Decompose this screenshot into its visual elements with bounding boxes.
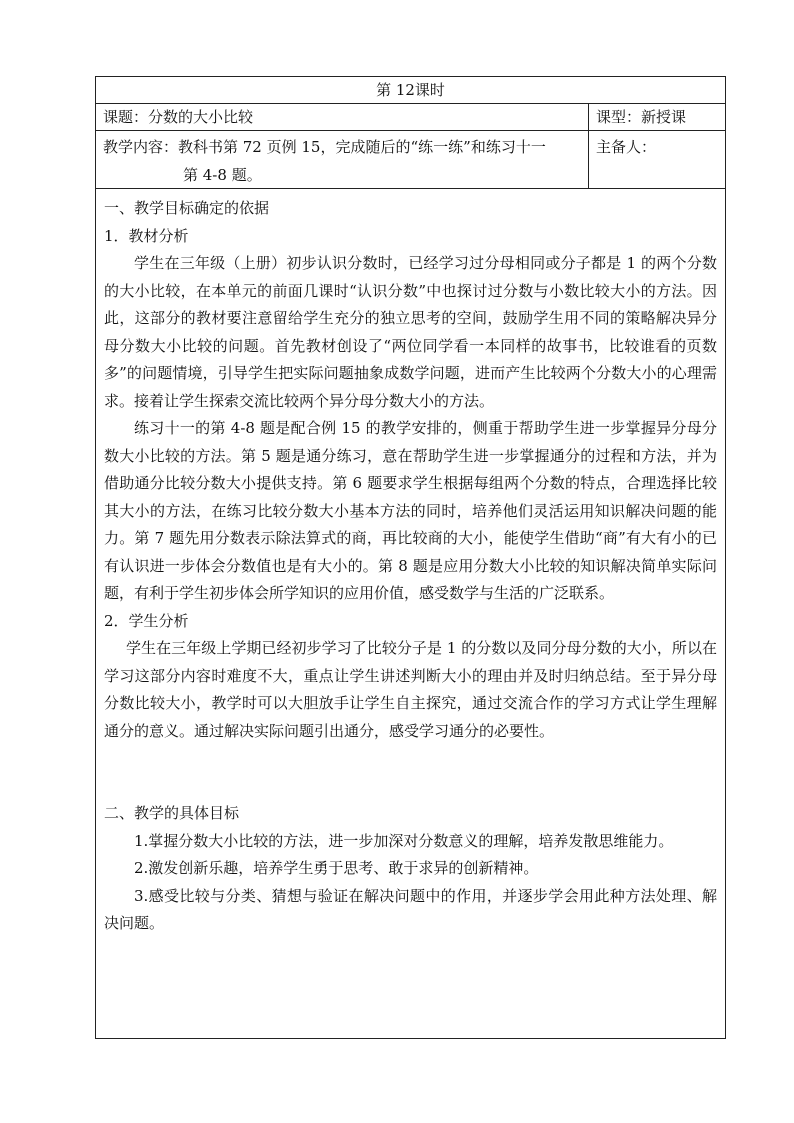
teaching-content-line1: 教学内容：教科书第 72 页例 15，完成随后的“练一练”和练习十一	[103, 138, 546, 156]
goal-item-1: 1.掌握分数大小比较的方法，进一步加深对分数意义的理解，培养发散思维能力。	[134, 831, 674, 850]
textbook-analysis-paragraph-1: 学生在三年级（上册）初步认识分数时，已经学习过分母相同或分子都是 1 的两个分数的大小比较，在本单元的前面几课时“认识分数”中也探讨过分数与小数比较大小的方法。因此，这部分的教材要注意留给学生充分的独立思考的空间，鼓励学生用不同的策略解决异分母分数大小比较的问题。首先教材创设了“两位同学看一本同样的故事书，比较谁看的页数多”的问题情境，引导学生把实际问题抽象成数学问题，进而产生比较两个分数大小的心理需求。接着让学生探索交流比较两个异分母分数大小的方法。	[104, 254, 717, 410]
content-row	[96, 131, 725, 189]
lesson-title: 第 12课时	[376, 81, 445, 99]
lesson-type-cell: 课型：新授课	[596, 108, 687, 126]
blank-space	[104, 745, 717, 800]
lesson-title-row	[96, 77, 725, 104]
teaching-content-line2: 第 4-8 题。	[183, 166, 262, 184]
section1-heading: 一、教学目标确定的依据	[104, 199, 270, 217]
student-analysis-heading: 2．学生分析	[104, 611, 189, 630]
student-analysis-paragraph: 学生在三年级上学期已经初步学习了比较分子是 1 的分数以及同分母分数的大小，所以在学习这部分内容时难度不大，重点让学生讲述判断大小的理由并及时归纳总结。至于异分母分数比较大小，教学时可以大胆放手让学生自主探究，通过交流合作的学习方式让学生理解通分的意义。通过解决实际问题引出通分，感受学习通分的必要性。	[104, 639, 717, 740]
lesson-body	[96, 189, 725, 1038]
goal-item-3: 3.感受比较与分类、猜想与验证在解决问题中的作用，并逐步学会用此种方法处理、解决问题。	[104, 886, 717, 932]
teaching-content-cell	[96, 131, 589, 188]
goal-item-2: 2.激发创新乐趣，培养学生勇于思考、敢于求异的创新精神。	[134, 859, 539, 877]
section2-heading: 二、教学的具体目标	[104, 804, 240, 822]
topic-row	[96, 104, 725, 131]
textbook-analysis-paragraph-2: 练习十一的第 4-8 题是配合例 15 的教学安排的，侧重于帮助学生进一步掌握异分母分数大小比较的方法。第 5 题是通分练习，意在帮助学生进一步掌握通分的过程和方法，并为借助通分比较分数大小提供支持。第 6 题要求学生根据每组两个分数的特点，合理选择比较其大小的方法，在练习比较分数大小基本方法的同时，培养他们灵活运用知识解决问题的能力。第 7 题先用分数表示除法算式的商，再比较商的大小，能使学生借助“商”有大有小的已有认识进一步体会分数值也是有大小的。第 8 题是应用分数大小比较的知识解决简单实际问题，有利于学生初步体会所学知识的应用价值，感受数学与生活的广泛联系。	[104, 419, 717, 602]
lesson-plan-table	[95, 76, 726, 1039]
textbook-analysis-heading: 1．教材分析	[104, 226, 189, 245]
topic-cell: 课题：分数的大小比较	[96, 104, 589, 130]
preparer-cell: 主备人：	[596, 138, 657, 156]
